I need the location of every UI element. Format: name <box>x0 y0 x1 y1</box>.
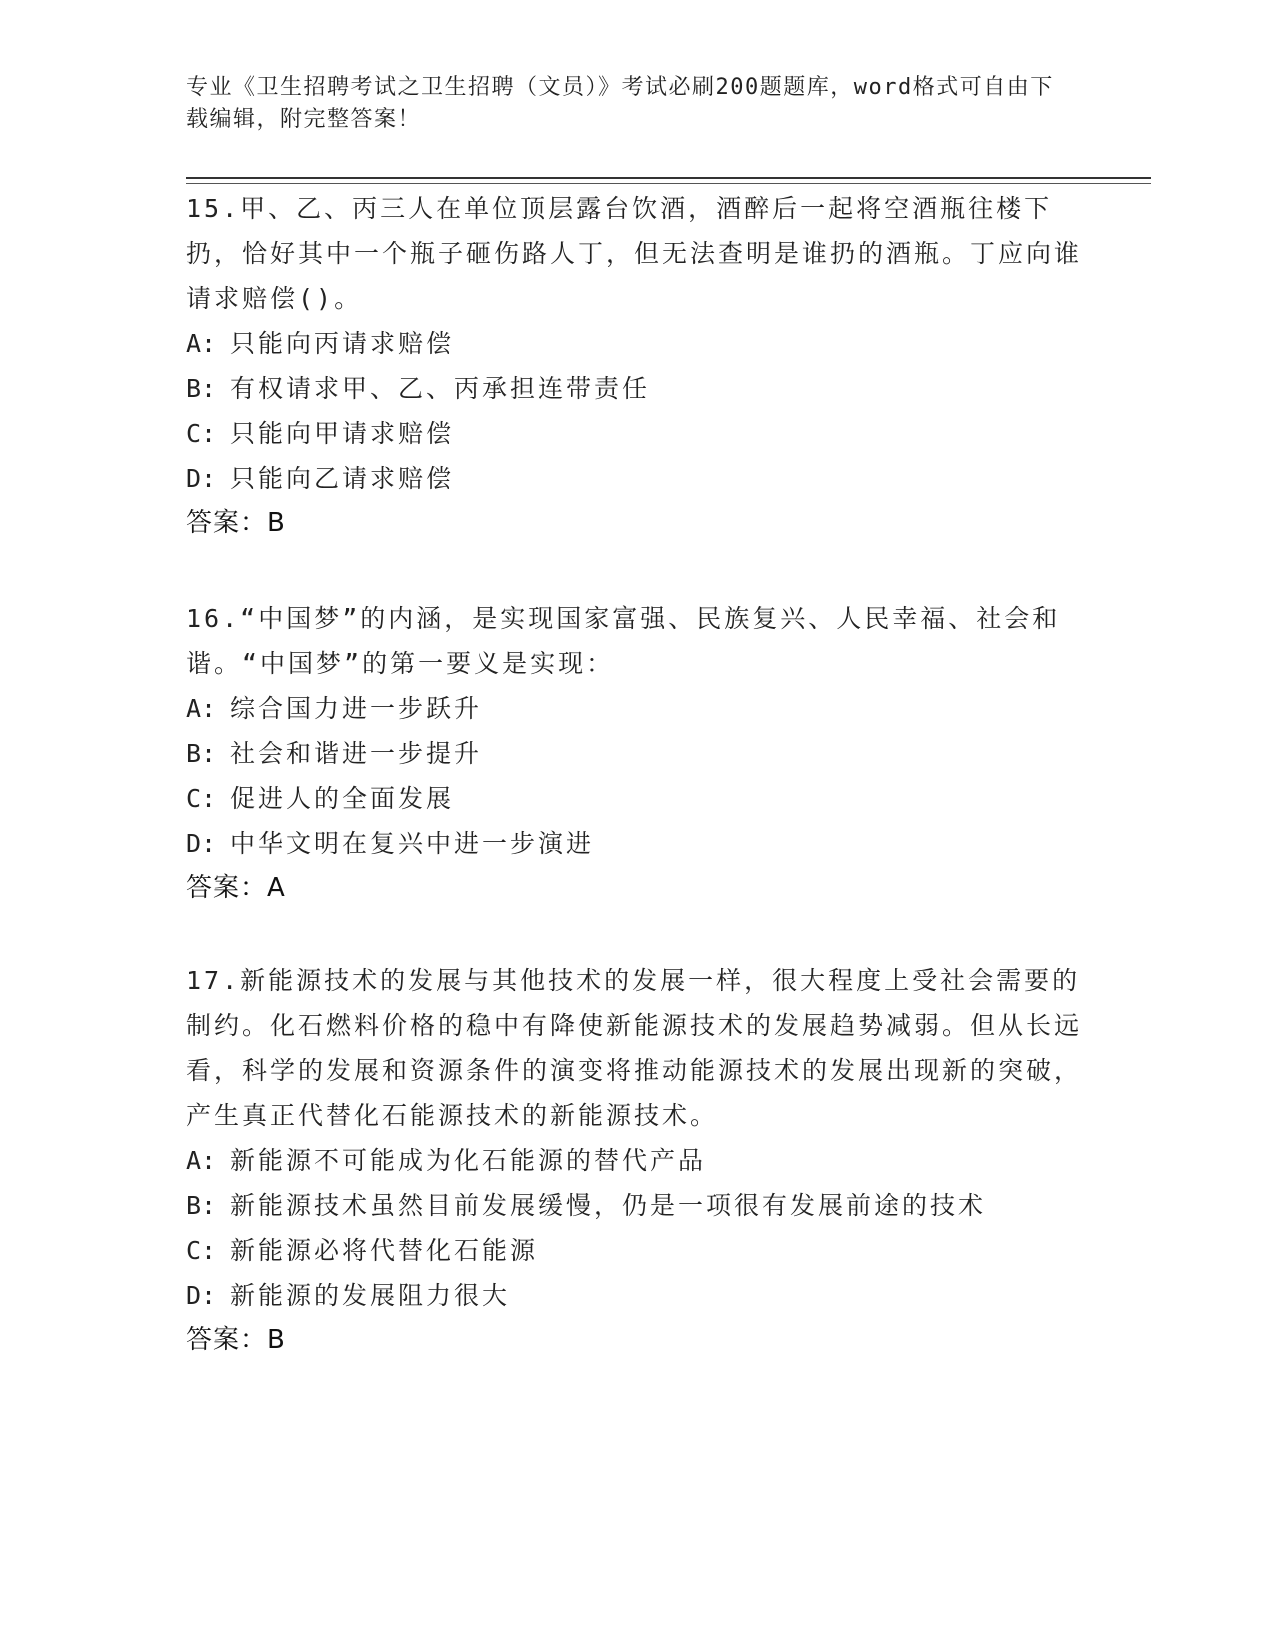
option-key: A: <box>186 1146 217 1175</box>
option-a <box>186 321 1086 366</box>
option-key: C: <box>186 419 217 448</box>
header-divider-thin <box>186 183 1151 184</box>
option-text: 新能源不可能成为化石能源的替代产品 <box>230 1146 707 1175</box>
option-key: A: <box>186 329 217 358</box>
option-c <box>186 776 1086 821</box>
question-17 <box>186 958 1086 1363</box>
question-stem: 16.“中国梦”的内涵，是实现国家富强、民族复兴、人民幸福、社会和谐。“中国梦”的第一要义是实现： <box>186 604 1061 678</box>
option-key: D: <box>186 464 217 493</box>
option-c <box>186 411 1086 456</box>
option-key: D: <box>186 1281 217 1310</box>
option-key: A: <box>186 694 217 723</box>
option-text: 新能源的发展阻力很大 <box>230 1281 511 1310</box>
option-text: 新能源必将代替化石能源 <box>230 1236 539 1265</box>
option-text: 社会和谐进一步提升 <box>230 739 483 768</box>
option-c <box>186 1228 1086 1273</box>
answer-line: 答案：A <box>186 873 286 903</box>
option-d <box>186 456 1086 501</box>
option-key: B: <box>186 1191 217 1220</box>
option-a <box>186 686 1086 731</box>
answer-line: 答案：B <box>186 508 286 538</box>
question-16 <box>186 596 1086 911</box>
option-text: 有权请求甲、乙、丙承担连带责任 <box>230 374 651 403</box>
question-stem: 15.甲、乙、丙三人在单位顶层露台饮酒，酒醉后一起将空酒瓶往楼下扔，恰好其中一个瓶子砸伤路人丁，但无法查明是谁扔的酒瓶。丁应向谁请求赔偿()。 <box>186 194 1083 313</box>
document-header: 专业《卫生招聘考试之卫生招聘（文员）》考试必刷200题题库，word格式可自由下载编辑，附完整答案！ <box>186 75 1054 132</box>
question-15 <box>186 186 1086 546</box>
option-key: B: <box>186 374 217 403</box>
option-d <box>186 821 1086 866</box>
option-text: 新能源技术虽然目前发展缓慢，仍是一项很有发展前途的技术 <box>230 1191 987 1220</box>
option-d <box>186 1273 1086 1318</box>
option-text: 中华文明在复兴中进一步演进 <box>230 829 595 858</box>
option-b <box>186 1183 1086 1228</box>
header-divider-thick <box>186 177 1151 179</box>
option-text: 只能向丙请求赔偿 <box>230 329 455 358</box>
option-text: 只能向甲请求赔偿 <box>230 419 455 448</box>
option-key: C: <box>186 784 217 813</box>
option-key: D: <box>186 829 217 858</box>
option-a <box>186 1138 1086 1183</box>
option-text: 综合国力进一步跃升 <box>230 694 483 723</box>
option-key: C: <box>186 1236 217 1265</box>
option-text: 促进人的全面发展 <box>230 784 455 813</box>
question-stem: 17.新能源技术的发展与其他技术的发展一样，很大程度上受社会需要的制约。化石燃料价格的稳中有降使新能源技术的发展趋势减弱。但从长远看，科学的发展和资源条件的演变将推动能源技术的发展出现新的突破，产生真正代替化石能源技术的新能源技术。 <box>186 966 1083 1130</box>
option-key: B: <box>186 739 217 768</box>
option-b <box>186 366 1086 411</box>
answer-line: 答案：B <box>186 1325 286 1355</box>
option-text: 只能向乙请求赔偿 <box>230 464 455 493</box>
option-b <box>186 731 1086 776</box>
